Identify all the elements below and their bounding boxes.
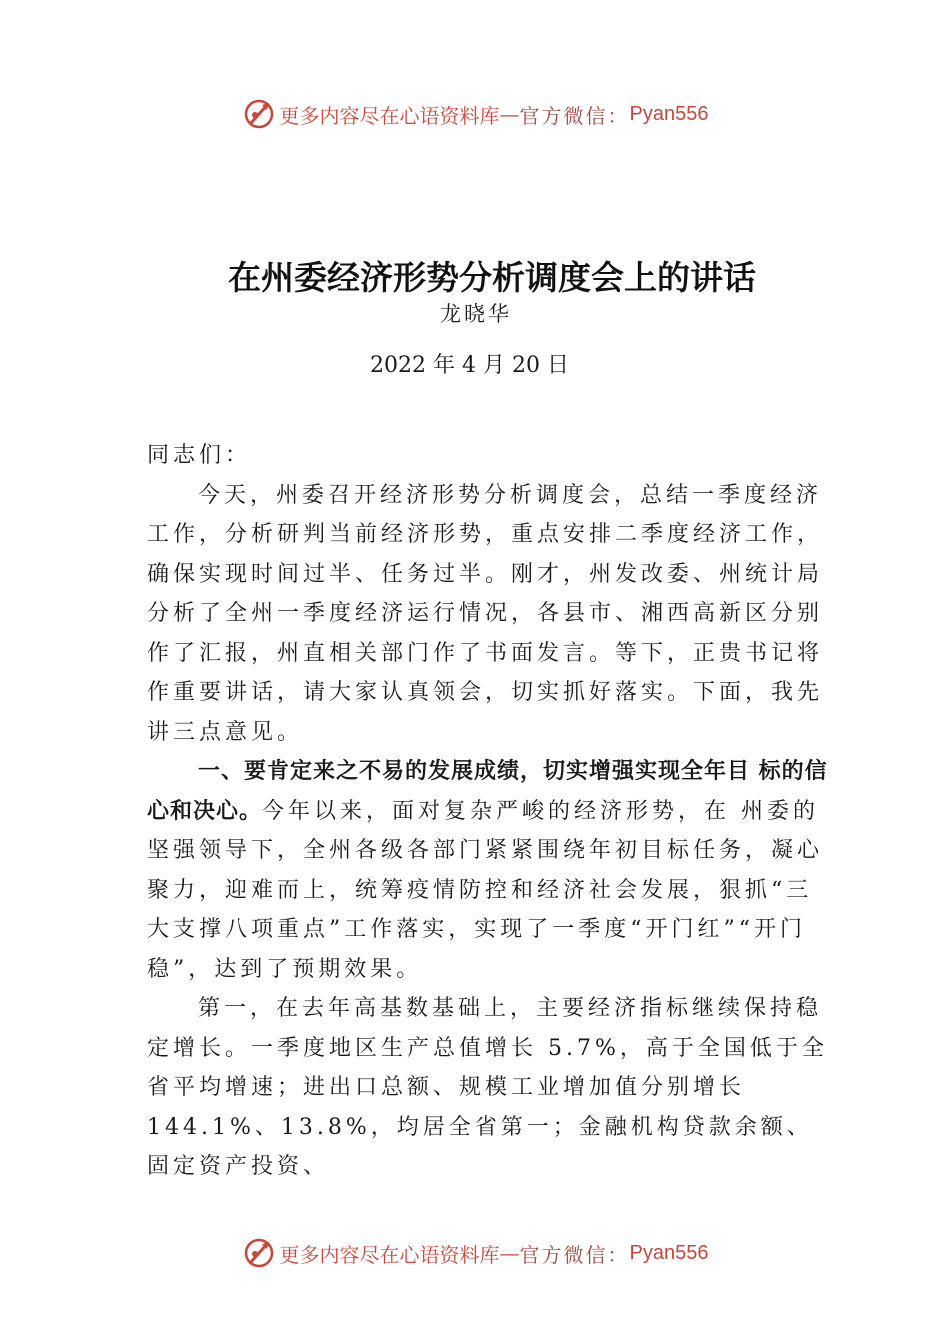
watermark-wechat-label: 官方微信： <box>519 103 630 128</box>
watermark-wechat-id: Pyan556 <box>629 102 709 125</box>
watermark-footer <box>0 1233 950 1273</box>
watermark-dash: — <box>499 1241 520 1265</box>
watermark-wechat-label: 官方微信： <box>519 1242 630 1267</box>
document-body <box>147 436 837 1187</box>
watermark-header <box>0 94 950 134</box>
watermark-wechat-id: Pyan556 <box>629 1241 709 1264</box>
paragraph-section-1 <box>147 752 837 989</box>
paragraph-first-point: 第一，在去年高基数基础上，主要经济指标继续保持稳定增长。一季度地区生产总值增长 5.7%，高于全国低于全省平均增速；进出口总额、规模工业增加值分别增长 144.1%、13.8%，均居全省第一；金融机构贷款余额、固定资产投资、 <box>147 996 828 1179</box>
salutation: 同志们： <box>147 443 252 468</box>
section-1-heading: 一、要肯定来之不易的发展成绩，切实增强实现全年目 标的信心和决心。 <box>147 759 828 824</box>
watermark-text: 更多内容尽在心语资料库 <box>279 1242 500 1267</box>
watermark-text: 更多内容尽在心语资料库 <box>279 103 500 128</box>
logo-icon <box>242 97 276 131</box>
paragraph-intro: 今天，州委召开经济形势分析调度会，总结一季度经济工作，分析研判当前经济形势，重点安排二季度经济工作，确保实现时间过半、任务过半。刚才，州发改委、州统计局分析了全州一季度经济运行情况，各县市、湘西高新区分别作了汇报，州直相关部门作了书面发言。等下，正贵书记将作重要讲话，请大家认真领会，切实抓好落实。下面，我先讲三点意见。 <box>147 482 824 745</box>
document-title: 在州委经济形势分析调度会上的讲话 <box>228 258 756 297</box>
speech-date: 2022 年 4 月 20 日 <box>370 353 569 378</box>
logo-icon <box>242 1236 276 1270</box>
watermark-dash: — <box>499 102 520 126</box>
section-1-text: 今年以来，面对复杂严峻的经济形势，在 州委的坚强领导下，全州各级各部门紧紧围绕年初目标任务，凝心聚力，迎难而上，统筹疫情防控和经济社会发展，狠抓“三大支撑八项重点”工作落实，实现了一季度“开门红”“开门稳”，达到了预期效果。 <box>147 798 824 982</box>
author-name: 龙晓华 <box>440 302 512 326</box>
